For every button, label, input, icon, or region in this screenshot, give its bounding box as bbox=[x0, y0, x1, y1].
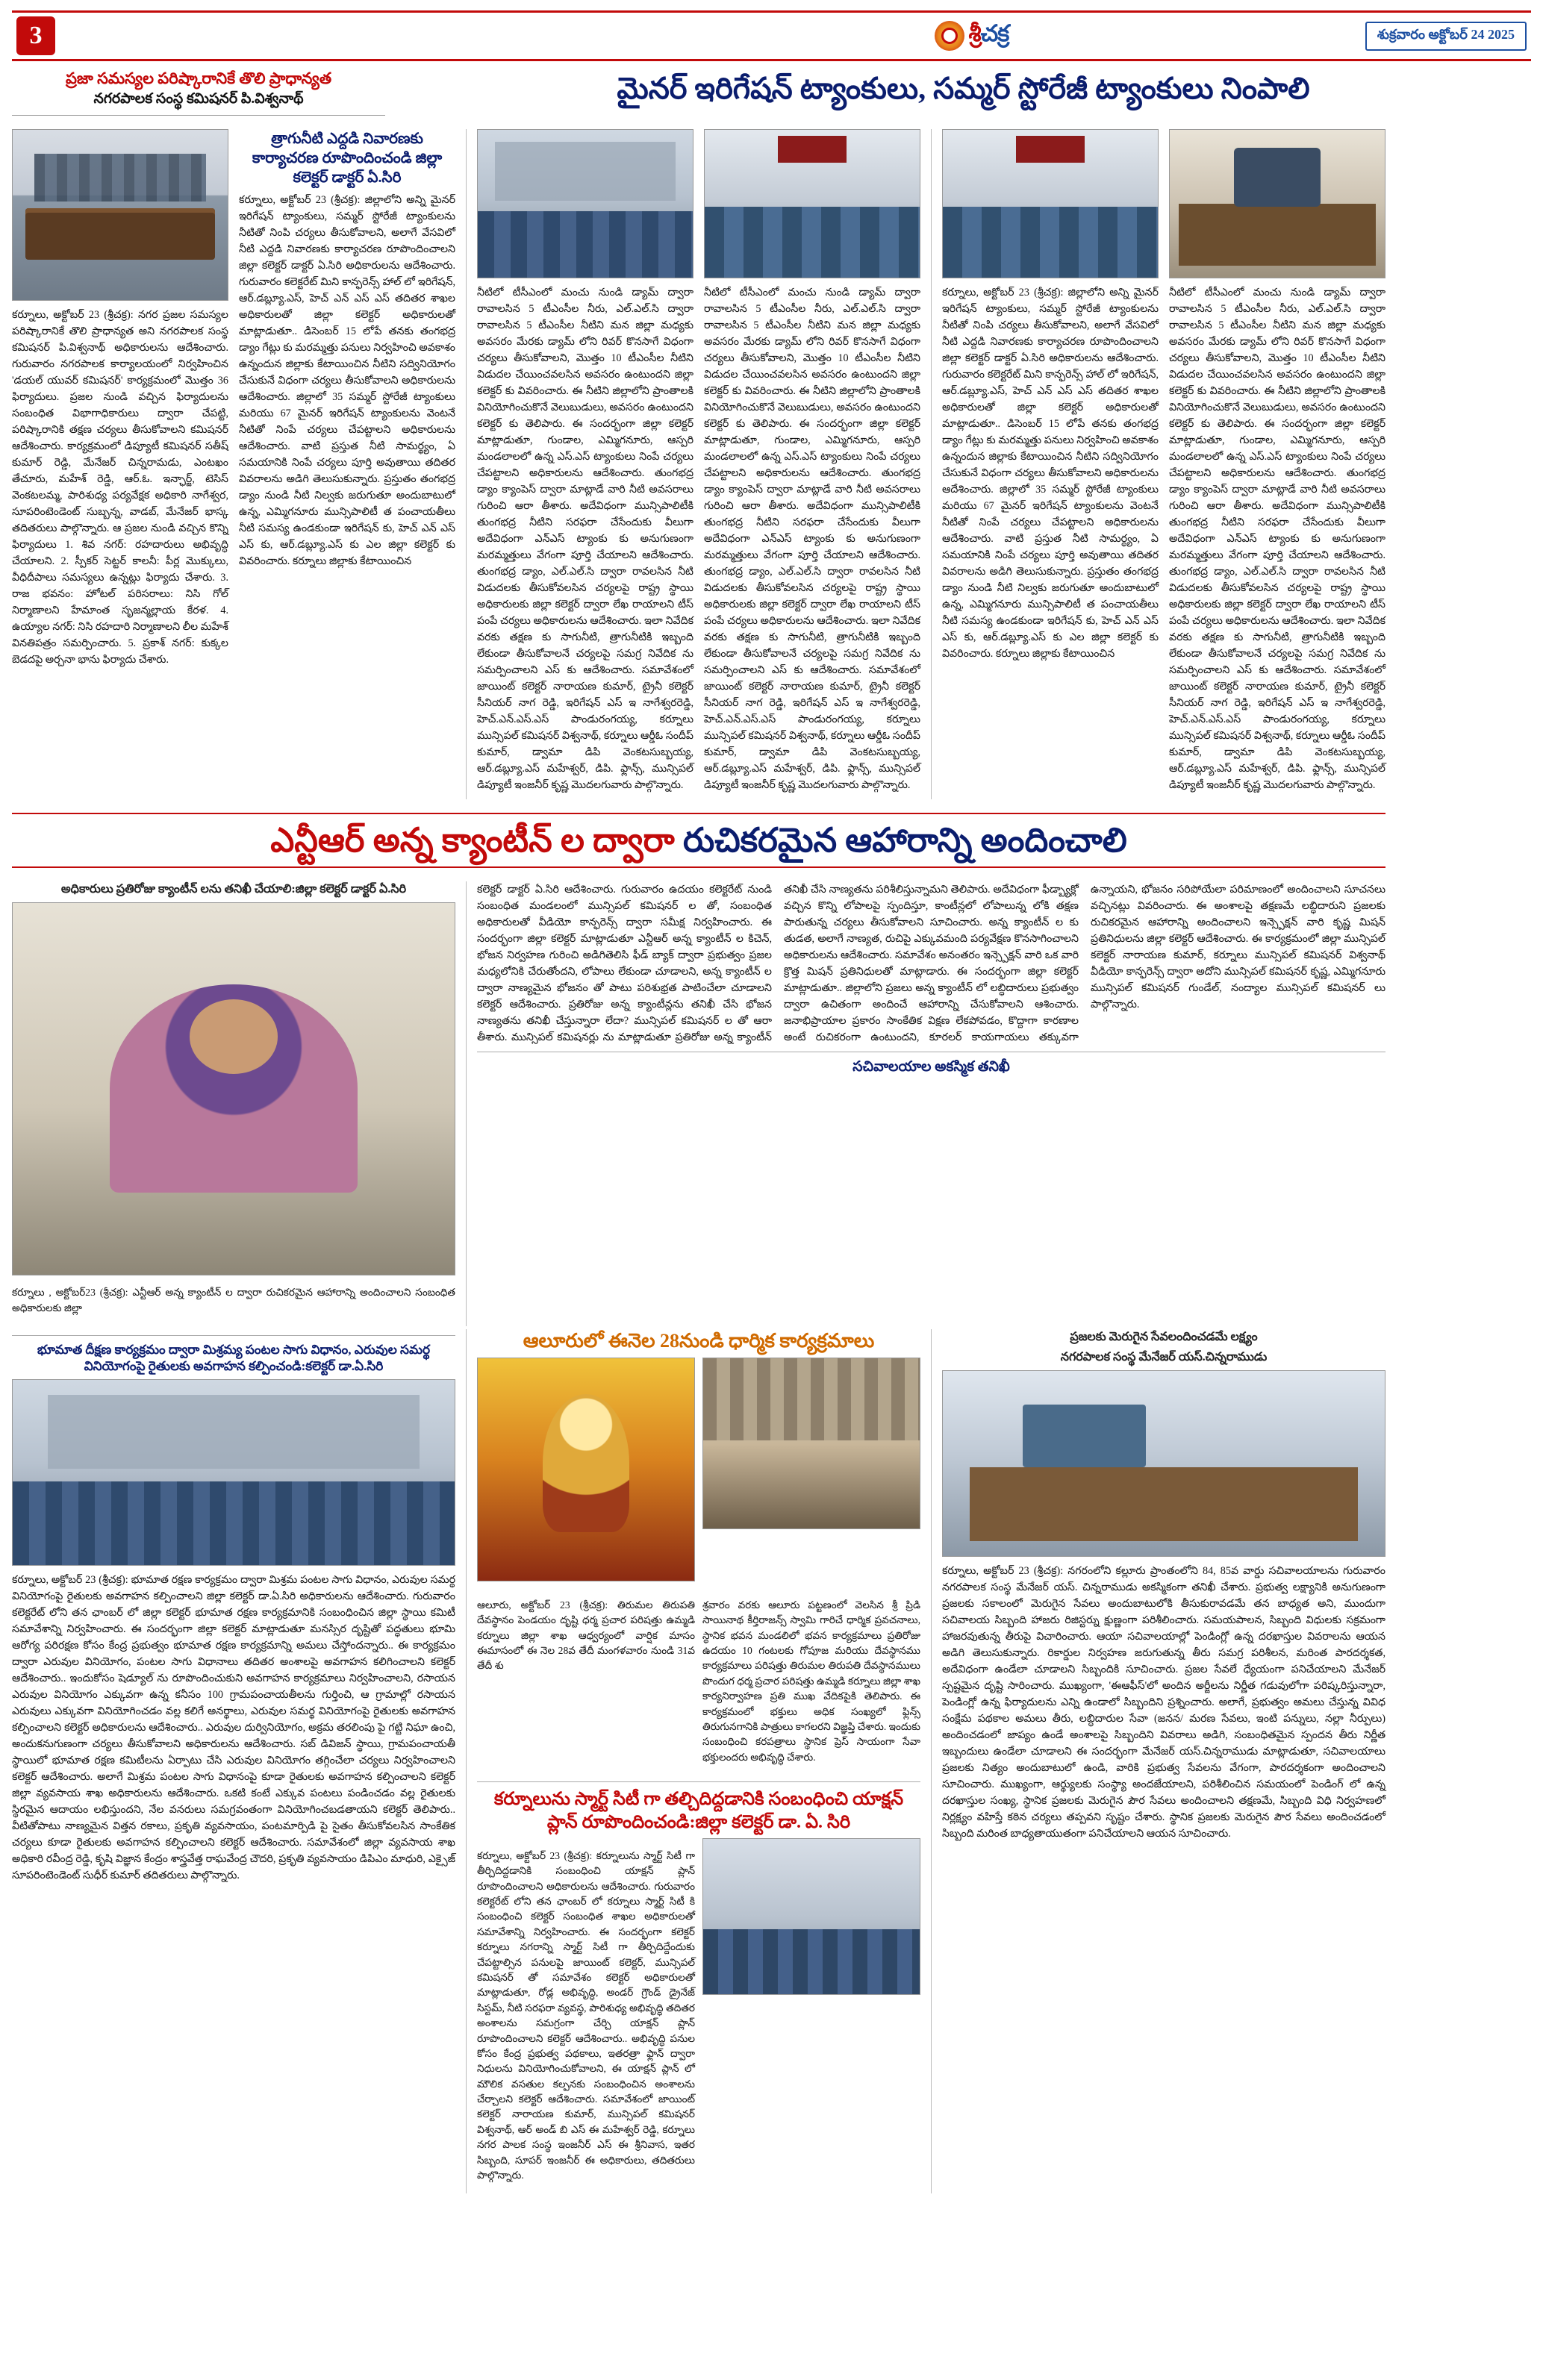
col4-body: నీటిలో టీసీఎంలో మంచు నుండి డ్యామ్ ద్వారా రావాలసిన 5 టీఎంసీల నీరు, ఎల్.ఎల్.సి ద్వారా రావాలసిన 5 టీఎంసీల నీటిని మన జిల్లా మధ్యకు అవసరం మేరకు డ్యామ్ లోని రివర్ కొనసాగే విధంగా చర్యలు తీసుకోవాలని, మొత్తం 10 టీఎంసీల నీటిని విడుదల చేయించవలసిన అవసరం ఉంటుందని జిల్లా కలెక్టర్ కు వివరించారు. ఈ నీటిని జిల్లాలోని ప్రాంతాలకి వినియోగించుకొనే వెలుబుడులు, అవసరం ఉంటుందని కలెక్టర్ కు తెలిపారు. ఈ సందర్భంగా జిల్లా కలెక్టర్ మాట్లాడుతూ, గుండాల, ఎమ్మిగనూరు, ఆస్పరి మండలాలలో ఉన్న ఎస్.ఎస్ ట్యాంకులు నింపే చర్యలు చేపట్టాలని అధికారులను ఆదేశించారు. తుంగభద్ర డ్యాం క్యాంపెస్ ద్వారా మాట్లాడే వారి నీటి అవసరాలు గురించి ఆరా తీశారు. అదేవిధంగా మున్సిపాలిటీకి తుంగభద్ర నీటిని సరఫరా చేసేందుకు వీలుగా అదేవిధంగా ఎన్ఎస్ ట్యాంకు కు అనుగుణంగా మరమ్మత్తులు వేగంగా పూర్తి చేయాలని ఆదేశించారు. తుంగభద్ర డ్యాం, ఎల్.ఎల్.సి ద్వారా రావలసిన నీటి విడుదలకు తీసుకోవలసిన చర్యలపై రాష్ట్ర స్థాయి అధికారులకు జిల్లా కలెక్టర్ ద్వారా లేఖ రాయాలని టీస్ పంపే చర్యలు అధికారులను ఆదేశించారు. ఇలా నివేదిక వరకు తక్షణ కు సాగునీటి, త్రాగునీటికి ఇబ్బంది లేకుండా తీసుకోవాలనే చర్యలపై సమగ్ర నివేదిక ను సమర్పించాలని ఎస్ కు ఆదేశించారు. సమావేశంలో జాయింట్ కలెక్టర్ నారాయణ కుమార్, ట్రైనీ కలెక్టర్ సీనియర్ నాగ రెడ్డి, ఇరిగేషన్ ఎస్ ఇ నాగేశ్వరరెడ్డి, హెచ్.ఎన్.ఎస్.ఎస్ పాండురంగయ్య, కర్నూలు మున్సిపల్ కమిషనర్ విశ్వనాథ్, కర్నూలు ఆర్డీఓ సందీప్ కుమార్, డ్వామా డిపి వెంకటసుబ్బయ్య, ఆర్.డబ్ల్యూ.ఎస్ మహేశ్వర్, డిపి. ఫ్లాన్స్, మున్సిపల్ డిప్యూటీ ఇంజనీర్ కృష్ణ మొదలగువారు పాల్గొన్నారు. bbox=[704, 287, 920, 792]
office-room-photo bbox=[1169, 129, 1385, 278]
secretariat-heading: సచివాలయాల అకస్మిక తనిఖీ bbox=[852, 1059, 1010, 1075]
column-4 bbox=[704, 129, 920, 799]
feature-divider bbox=[466, 881, 467, 1326]
lower-grid bbox=[12, 1329, 1531, 2193]
band-title-part2: రుచికరమైన ఆహారాన్ని అందించాలి bbox=[682, 822, 1127, 860]
col5-body: కర్నూలు, అక్టోబర్ 23 (శ్రీచక్ర): జిల్లాలోని అన్ని మైనర్ ఇరిగేషన్ ట్యాంకులు, సమ్మర్ స్టోరేజీ ట్యాంకులను నీటితో నింపి చర్యలు తీసుకోవాలని, అలాగే వేసవిలో నీటి ఎద్దడి నివారణకు కార్యాచరణ రూపొందించాలని జిల్లా కలెక్టర్ డాక్టర్ ఏ.సిరి అధికారులను ఆదేశించారు. గురువారం కలెక్టరేట్ మిని కాన్ఫరెన్స్ హాల్ లో ఇరిగేషన్, ఆర్.డబ్ల్యూ.ఎస్, హెచ్ ఎన్ ఎస్ ఎస్ తదితర శాఖల అధికారులతో జిల్లా కలెక్టర్ అధికారులతో మాట్లాడుతూ.. డిసెంబర్ 15 లోపే తనకు తంగభద్ర డ్యాం గేట్లు కు మరమ్మత్తు పనులు నిర్వహించి అవకాశం ఉన్నందున జిల్లాకు కేటాయించిన నీటిని సద్వినియోగం చేసుకునే విధంగా చర్యలు తీసుకోవాలని అధికారులను ఆదేశించారు. జిల్లాలో 35 సమ్మర్ స్టోరేజీ ట్యాంకులు మరియు 67 మైనర్ ఇరిగేషన్ ట్యాంకులను వెంటనే నీటితో నింపే చర్యలు చేపట్టాలని అధికారులను ఆదేశించారు. వాటి ప్రస్తుత నీటి సామర్థ్యం, ఏ సమయానికి నింపే చర్యలు పూర్తి అవుతాయి తదితర వివరాలను అడిగి తెలుసుకున్నారు. ప్రస్తుతం తంగభద్ర డ్యాం నుండి నీటి నిల్వకు జరుగుతూ అందుబాటులో ఉన్న, ఎమ్మిగనూరు మున్సిపాలిటీ త పంచాయతీలు నీటి సమస్య ఉండకుండా ఇరిగేషన్ కు, హెచ్ ఎన్ ఎస్ ఎస్ కు, ఆర్.డబ్ల్యూ.ఎస్ కు ఎల జిల్లా కలెక్టర్ కు వివరించారు. కర్నూలు జిల్లాకు కేటాయించిన bbox=[942, 287, 1159, 660]
officials-meeting-photo bbox=[704, 129, 920, 278]
smart-city-meeting-photo bbox=[702, 1838, 920, 1995]
divider-b bbox=[466, 1329, 467, 2193]
smart-city-heading: కర్నూలును స్మార్ట్ సిటీ గా తల్చిదిద్దడానికి సంబంధించి యాక్షన్ ప్లాన్ రూపొందించండి:జిల్లా కలెక్టర్ డా. ఏ. సిరి bbox=[493, 1789, 904, 1832]
feature-right bbox=[477, 881, 1385, 1326]
main-headline: మైనర్ ఇరిగేషన్ ట్యాంకులు, సమ్మర్ స్టోరేజీ ట్యాంకులు నింపాలి bbox=[617, 72, 1310, 105]
divider-d bbox=[931, 1329, 932, 2193]
left-lead-head bbox=[12, 69, 385, 120]
sun-logo-icon bbox=[935, 21, 964, 51]
temple-text-pair bbox=[477, 1587, 920, 1775]
col1-body: కర్నూలు, అక్టోబర్ 23 (శ్రీచక్ర): నగర ప్రజల సమస్యల పరిష్కారానికే తొలి ప్రాధాన్యత అని నగరపాలక సంస్థ కమిషనర్ పి.విశ్వనాథ్ అధికారులను ఆదేశించారు. గురువారం నగరపాలక కార్యాలయంలో నిర్వహించిన 'డయల్ యువర్ కమిషనర్' కార్యక్రమంలో మొత్తం 36 ఫిర్యాదులు. ప్రజల నుండి వచ్చిన ఫిర్యాదులను సంబంధిత విభాగాధికారులు ద్వారా చేపట్టి, పరిష్కారానికి తక్షణ చర్యలు తీసుకోవాలని కమిషనర్ ఆదేశించారు. కార్యక్రమంలో డిప్యూటీ కమిషనర్ సతీష్ కుమార్ రెడ్డి, మేనేజర్ చిన్నరామడు, ఎంటఖం తేచూరు, మహేశ్ రెడ్డి, ఆర్.ఓ. ఇన్ఛార్జ్, టెసిస్ వెంకటలమ్మ, పారిశుధ్య పర్యవేక్షక అధికారి నాగేశ్వర, సూపరింటెండెంట్ సుబ్బన్న, వాడబ్, మేనేజర్ భాస్క తదితరులు పాల్గొన్నారు. ఆ ప్రజల నుండి వచ్చిన కొన్ని ఫిర్యాదులు 1. శివ నగర్: రహదారులు అభివృద్ధి చేయాలని. 2. స్పీకర్ సెట్టర్ కాలనీ: పీర్ల మొక్కులు, వీధిదీపాలు సమస్యలు ఉన్నట్లు ఫిర్యాదు చేశారు. 3. రాజ భవనం: హోటల్ పరిసరాలు: నిసి గోల్ నిర్మాణాలని హేమాంత సృజన్మల్లాయ కేరళ. 4. ఉయ్యాల నగర్: నిసి రహదారి నిర్మాణాలని లీల మహేశ్ వినతిపత్రం సమర్పించారు. 5. ప్రకాశ్ నగర్: కుక్కల బెడదపై అర్చనా భాను ఫిర్యాదు చేశారు. bbox=[12, 309, 228, 666]
farmers-article bbox=[12, 1329, 455, 2193]
column-3 bbox=[477, 129, 693, 799]
band-title-part1: ఎన్టీఆర్ అన్న క్యాంటీన్ ల ద్వారా bbox=[270, 822, 683, 860]
left-lead-sub: నగరపాలక సంస్థ కమిషనర్ పి.విశ్వనాథ్ bbox=[93, 91, 304, 107]
masthead bbox=[12, 10, 1531, 61]
smart-city-body: కర్నూలు, అక్టోబర్ 23 (శ్రీచక్ర): కర్నూలును స్మార్ట్ సిటీ గా తీర్చిదిద్దడానికి సంబంధించి యాక్షన్ ప్లాన్ రూపొందించాలని అధికారులను ఆదేశించారు. గురువారం కలెక్టరేట్ లోని తన ఛాంబర్ లో కర్నూలు స్మార్ట్ సిటీ కి సంబంధించి కలెక్టర్ సంబంధిత శాఖల అధికారులతో సమావేశాన్ని నిర్వహించారు. ఈ సందర్భంగా కలెక్టర్ కర్నూలు నగరాన్ని స్మార్ట్ సిటీ గా తీర్చిదిద్దేందుకు చేపట్టాల్సిన పనులపై జాయింట్ కలెక్టర్, మున్సిపల్ కమిషనర్ తో సమావేశం కలెక్టర్ అధికారులతో మాట్లాడుతూ, రోడ్ల అభివృద్ధి, అండర్ గ్రౌండ్ డ్రైనేజ్ సిస్టమ్, నీటి సరఫరా వ్యవస్థ, పారిశుధ్య అభివృద్ధి తదితర అంశాలను సమగ్రంగా చేర్చి యాక్షన్ ప్లాన్ రూపొందించాలని కలెక్టర్ ఆదేశించారు.. అభివృద్ధి పనుల కోసం కేంద్ర ప్రభుత్వ పథకాలు, ఇతరత్రా ఫ్లాన్ ద్వారా నిధులను వినియోగించుకోవాలని, ఈ యాక్షన్ ప్లాన్ లో మౌలిక వసతుల కల్పనకు సంబంధించిన అంశాలను చేర్చాలని కలెక్టర్ ఆదేశించారు. సమావేశంలో జాయింట్ కలెక్టర్ నారాయణ కుమార్, మున్సిపల్ కమిషనర్ విశ్వనాథ్, ఆర్ అండ్ బి ఎస్ ఈ మహేశ్వర్ రెడ్డి, కర్నూలు నగర పాలక సంస్థ ఇంజనీర్ ఎస్ ఈ శ్రీనివాస, ఇతర సిబ్బంది, సూపర్ ఇంజనీర్ ఈ అధికారులు, తదితరులు పాల్గొన్నారు. bbox=[477, 1849, 695, 2181]
feature-body: కలెక్టర్ డాక్టర్ ఏ.సిరి ఆదేశించారు. గురువారం ఉదయం కలెక్టరేట్ నుండి సంబంధిత మండలంలో మున్సిపల్ కమిషనర్ ల తో, సంబంధిత అధికారులతో వీడియో కాన్ఫరెన్స్ ద్వారా సమీక్ష నిర్వహించారు. ఈ సందర్భంగా జిల్లా కలెక్టర్ మాట్లాడుతూ ఎన్టీఆర్ అన్న క్యాంటీన్ ల కిచెన్, భోజన నిర్వహణ గురించి అడిగితెలిసి ఫీడ్ బ్యాక్ ద్వారా ప్రభుత్వం ప్రజల మధ్యలోనికి చేరుతోందని, లోపాలు లేకుండా చూడాలని, అన్న క్యాంటీన్ ల ద్వారా నాణ్యమైన భోజనం తో పాటు పరిశుభ్రత పాటించేలా చూడాలని కలెక్టర్ ఆదేశించారు. ప్రతిరోజు అన్న క్యాంటీన్లను తనిఖీ చేసి భోజన నాణ్యతను తనిఖీ చేస్తున్నారా లేదా? మున్సిపల్ కమిషనర్ ల తో ఆరా తీశారు. మున్సిపల్ కమిషనర్లు ను మాట్లాడుతూ ప్రతిరోజు అన్న క్యాంటీన్ తనిఖీ చేసి నాణ్యతను పరిశీలిస్తున్నామని తెలిపారు. అదేవిధంగా ఫీడ్బ్యాక్లో వచ్చిన కొన్ని లోపాలపై స్పందిస్తూ, కాంటీన్లలో లోపాలున్న లోకి తక్షణ పారుతున్న చర్యలు తీసుకోవాలని సూచించారు. అన్న క్యాంటీన్ ల కు తుడత, అలాగే నాణ్యత, రుచిపై ఎక్కువమంది పర్యవేక్షణ కొనసాగించాలని అధికారులను ఆదేశించారు. సమావేశం అనంతరం ఇన్స్పెక్షన్ వారి ఒక వారి క్రొత్త మిషన్ ప్రతినిధులతో మాట్లాడారు. ఈ సందర్భంగా జిల్లా కలెక్టర్ మాట్లాడుతూ.. జిల్లాలోని ప్రజలు అన్న క్యాంటీన్ లో లబ్ధిదారులు ప్రభుత్వం ద్వారా ఉచితంగా అందించే ఆహారాన్ని చేసుకోవాలని ఆశించారు. జనాభిప్రాయాల ప్రకారం సాంకేతిక విక్షణ లేకపోవడం, కొద్దాగా కారణాల అంటే రుచికరంగా ఉంటుందని, కూరలర్ కాయగాయలు తక్కువగా ఉన్నాయని, భోజనం సరిపోయేలా పరిమాణంలో అందించాలని సూచనలు వచ్చినట్లు వివరించారు. ఈ అంశాలపై తక్షణమే లబ్ధిదారుని ప్రజలకు రుచికరమైన ఆహారాన్ని అందించాలని ఇన్స్పెక్షన్ వారి కృష్ణ మిషన్ ప్రతినిధులను జిల్లా కలెక్టర్ ఆదేశించారు. ఈ కార్యక్రమంలో జిల్లా మున్సిపల్ కలెక్టర్ నారాయణ కుమార్, కర్నూలు మున్సిపల్ కమిషనర్ విశ్వనాథ్ వీడియో కాన్ఫరెన్స్ ద్వారా అదోని మున్సిపల్ కమిషనర్ కృష్ణ, ఎమ్మిగనూరు మున్సిపల్ కమిషనర్ గుండేల్, నంద్యాల మున్సిపల్ కమిషనర్ లు పాల్గొన్నారు. bbox=[477, 884, 1385, 1044]
temple-procession-photo bbox=[702, 1358, 920, 1529]
col3-body: నీటిలో టీసీఎంలో మంచు నుండి డ్యామ్ ద్వారా రావాలసిన 5 టీఎంసీల నీరు, ఎల్.ఎల్.సి ద్వారా రావాలసిన 5 టీఎంసీల నీటిని మన జిల్లా మధ్యకు అవసరం మేరకు డ్యామ్ లోని రివర్ కొనసాగే విధంగా చర్యలు తీసుకోవాలని, మొత్తం 10 టీఎంసీల నీటిని విడుదల చేయించవలసిన అవసరం ఉంటుందని జిల్లా కలెక్టర్ కు వివరించారు. ఈ నీటిని జిల్లాలోని ప్రాంతాలకి వినియోగించుకొనే వెలుబుడులు, అవసరం ఉంటుందని కలెక్టర్ కు తెలిపారు. ఈ సందర్భంగా జిల్లా కలెక్టర్ మాట్లాడుతూ, గుండాల, ఎమ్మిగనూరు, ఆస్పరి మండలాలలో ఉన్న ఎస్.ఎస్ ట్యాంకులు నింపే చర్యలు చేపట్టాలని అధికారులను ఆదేశించారు. తుంగభద్ర డ్యాం క్యాంపెస్ ద్వారా మాట్లాడే వారి నీటి అవసరాలు గురించి ఆరా తీశారు. అదేవిధంగా మున్సిపాలిటీకి తుంగభద్ర నీటిని సరఫరా చేసేందుకు వీలుగా అదేవిధంగా ఎన్ఎస్ ట్యాంకు కు అనుగుణంగా మరమ్మత్తులు వేగంగా పూర్తి చేయాలని ఆదేశించారు. తుంగభద్ర డ్యాం, ఎల్.ఎల్.సి ద్వారా రావలసిన నీటి విడుదలకు తీసుకోవలసిన చర్యలపై రాష్ట్ర స్థాయి అధికారులకు జిల్లా కలెక్టర్ ద్వారా లేఖ రాయాలని టీస్ పంపే చర్యలు అధికారులను ఆదేశించారు. ఇలా నివేదిక వరకు తక్షణ కు సాగునీటి, త్రాగునీటికి ఇబ్బంది లేకుండా తీసుకోవాలనే చర్యలపై సమగ్ర నివేదిక ను సమర్పించాలని ఎస్ కు ఆదేశించారు. సమావేశంలో జాయింట్ కలెక్టర్ నారాయణ కుమార్, ట్రైనీ కలెక్టర్ సీనియర్ నాగ రెడ్డి, ఇరిగేషన్ ఎస్ ఇ నాగేశ్వరరెడ్డి, హెచ్.ఎన్.ఎస్.ఎస్ పాండురంగయ్య, కర్నూలు మున్సిపల్ కమిషనర్ విశ్వనాథ్, కర్నూలు ఆర్డీఓ సందీప్ కుమార్, డ్వామా డిపి వెంకటసుబ్బయ్య, ఆర్.డబ్ల్యూ.ఎస్ మహేశ్వర్, డిపి. ఫ్లాన్స్, మున్సిపల్ డిప్యూటీ ఇంజనీర్ కృష్ణ మొదలగువారు పాల్గొన్నారు. bbox=[477, 287, 693, 792]
col6-body: నీటిలో టీసీఎంలో మంచు నుండి డ్యామ్ ద్వారా రావాలసిన 5 టీఎంసీల నీరు, ఎల్.ఎల్.సి ద్వారా రావాలసిన 5 టీఎంసీల నీటిని మన జిల్లా మధ్యకు అవసరం మేరకు డ్యామ్ లోని రివర్ కొనసాగే విధంగా చర్యలు తీసుకోవాలని, మొత్తం 10 టీఎంసీల నీటిని విడుదల చేయించవలసిన అవసరం ఉంటుందని జిల్లా కలెక్టర్ కు వివరించారు. ఈ నీటిని జిల్లాలోని ప్రాంతాలకి వినియోగించుకొనే వెలుబుడులు, అవసరం ఉంటుందని కలెక్టర్ కు తెలిపారు. ఈ సందర్భంగా జిల్లా కలెక్టర్ మాట్లాడుతూ, గుండాల, ఎమ్మిగనూరు, ఆస్పరి మండలాలలో ఉన్న ఎస్.ఎస్ ట్యాంకులు నింపే చర్యలు చేపట్టాలని అధికారులను ఆదేశించారు. తుంగభద్ర డ్యాం క్యాంపెస్ ద్వారా మాట్లాడే వారి నీటి అవసరాలు గురించి ఆరా తీశారు. అదేవిధంగా మున్సిపాలిటీకి తుంగభద్ర నీటిని సరఫరా చేసేందుకు వీలుగా అదేవిధంగా ఎన్ఎస్ ట్యాంకు కు అనుగుణంగా మరమ్మత్తులు వేగంగా పూర్తి చేయాలని ఆదేశించారు. తుంగభద్ర డ్యాం, ఎల్.ఎల్.సి ద్వారా రావలసిన నీటి విడుదలకు తీసుకోవలసిన చర్యలపై రాష్ట్ర స్థాయి అధికారులకు జిల్లా కలెక్టర్ ద్వారా లేఖ రాయాలని టీస్ పంపే చర్యలు అధికారులను ఆదేశించారు. ఇలా నివేదిక వరకు తక్షణ కు సాగునీటి, త్రాగునీటికి ఇబ్బంది లేకుండా తీసుకోవాలనే చర్యలపై సమగ్ర నివేదిక ను సమర్పించాలని ఎస్ కు ఆదేశించారు. సమావేశంలో జాయింట్ కలెక్టర్ నారాయణ కుమార్, ట్రైనీ కలెక్టర్ సీనియర్ నాగ రెడ్డి, ఇరిగేషన్ ఎస్ ఇ నాగేశ్వరరెడ్డి, హెచ్.ఎన్.ఎస్.ఎస్ పాండురంగయ్య, కర్నూలు మున్సిపల్ కమిషనర్ విశ్వనాథ్, కర్నూలు ఆర్డీఓ సందీప్ కుమార్, డ్వామా డిపి వెంకటసుబ్బయ్య, ఆర్.డబ్ల్యూ.ఎస్ మహేశ్వర్, డిపి. ఫ్లాన్స్, మున్సిపల్ డిప్యూటీ ఇంజనీర్ కృష్ణ మొదలగువారు పాల్గొన్నారు. bbox=[1169, 287, 1385, 792]
divider bbox=[12, 115, 385, 116]
band-title bbox=[12, 820, 1385, 861]
smart-city-block bbox=[477, 1838, 920, 2193]
collectorate-conference-photo bbox=[477, 129, 693, 278]
secretariat-sub1: ప్రజలకు మెరుగైన సేవలందించడమే లక్ష్యం bbox=[1070, 1330, 1258, 1343]
left-lead-kicker: ప్రజా సమస్యల పరిష్కారానికే తొలి ప్రాధాన్యత bbox=[65, 69, 332, 87]
logo-text: శ్రీచక్ర bbox=[968, 19, 1009, 46]
temple-caption: ఆలూరు, అక్టోబర్ 23 (శ్రీచక్ర): తిరుమల తిరుపతి దేవస్థానం పెండయం దృష్టి ధర్మ ప్రచార పరిషత్తు ఉమ్మడి కర్నూలు జిల్లా శాఖ ఆధ్వర్యంలో వార్షిక మాసం ఈమాసంలో ఈ నెల 28వ తేదీ మంగళవారం నుండి 31వ తేదీ శు bbox=[477, 1599, 695, 1672]
temple-photo-pair bbox=[477, 1358, 920, 1587]
farmers-awareness-meeting-photo bbox=[12, 1379, 455, 1566]
col2-body: కర్నూలు, అక్టోబర్ 23 (శ్రీచక్ర): జిల్లాలోని అన్ని మైనర్ ఇరిగేషన్ ట్యాంకులు, సమ్మర్ స్టోరేజీ ట్యాంకులను నీటితో నింపి చర్యలు తీసుకోవాలని, అలాగే వేసవిలో నీటి ఎద్దడి నివారణకు కార్యాచరణ రూపొందించాలని జిల్లా కలెక్టర్ డాక్టర్ ఏ.సిరి అధికారులను ఆదేశించారు. గురువారం కలెక్టరేట్ మిని కాన్ఫరెన్స్ హాల్ లో ఇరిగేషన్, ఆర్.డబ్ల్యూ.ఎస్, హెచ్ ఎన్ ఎస్ ఎస్ తదితర శాఖల అధికారులతో జిల్లా కలెక్టర్ అధికారులతో మాట్లాడుతూ.. డిసెంబర్ 15 లోపే తనకు తంగభద్ర డ్యాం గేట్లు కు మరమ్మత్తు పనులు నిర్వహించి అవకాశం ఉన్నందున జిల్లాకు కేటాయించిన నీటిని సద్వినియోగం చేసుకునే విధంగా చర్యలు తీసుకోవాలని అధికారులను ఆదేశించారు. జిల్లాలో 35 సమ్మర్ స్టోరేజీ ట్యాంకులు మరియు 67 మైనర్ ఇరిగేషన్ ట్యాంకులను వెంటనే నీటితో నింపే చర్యలు చేపట్టాలని అధికారులను ఆదేశించారు. వాటి ప్రస్తుత నీటి సామర్థ్యం, ఏ సమయానికి నింపే చర్యలు పూర్తి అవుతాయి తదితర వివరాలను అడిగి తెలుసుకున్నారు. ప్రస్తుతం తంగభద్ర డ్యాం నుండి నీటి నిల్వకు జరుగుతూ అందుబాటులో ఉన్న, ఎమ్మిగనూరు మున్సిపాలిటీ త పంచాయతీలు నీటి సమస్య ఉండకుండా ఇరిగేషన్ కు, హెచ్ ఎన్ ఎస్ ఎస్ కు, ఆర్.డబ్ల్యూ.ఎస్ కు ఎల జిల్లా కలెక్టర్ కు వివరించారు. కర్నూలు జిల్లాకు కేటాయించిన bbox=[239, 194, 455, 568]
feature-subhead: అధికారులు ప్రతిరోజు క్యాంటీన్ లను తనిఖీ చేయాలి:జిల్లా కలెక్టర్ డాక్టర్ ఏ.సిరి bbox=[60, 883, 407, 896]
temple-body: శ్రవారం వరకు ఆలూరు పట్టణంలో వెలసిన శ్రీ ప్రిడి సాయినాథ కీర్తిరాజన్స్ స్వామి గారిచే ధార్మిక ప్రవచనాలు, స్థానిక భవన మండలిలో భవన కార్యక్రమాలు ప్రతిరోజు ఉదయం 10 గంటలకు గోపూజ మరియు దేవస్థానము కార్యక్రమాలు పరిషత్తు తిరుమల తిరుపతి దేవస్థానములు పొందుగ ధర్మ ప్రచార పరిషత్తు ఉమ్మడి కర్నూలు జిల్లా శాఖ కార్యనిర్వాహణ ప్రతి ముఖ వేదికపైకి తెలిపారు. ఈ కార్యక్రమంలో భక్తులు అధిక సంఖ్యలో ఫ్లిన్స్ తిరుగునగానికి పాత్రులు కాగలరని విజ్ఞప్తి చేశారు. ఇందుకు సంబంధించి కరపత్రాలు స్థానిక ప్రెస్ సాయంగా సేవా భక్తులందరు అభివృద్ధి చేశారు. bbox=[702, 1599, 920, 1763]
divider-c bbox=[477, 1781, 920, 1782]
secretariat-body: కర్నూలు, అక్టోబర్ 23 (శ్రీచక్ర): నగరంలోని కల్లూరు ప్రాంతంలోని 84, 85వ వార్డు సచివాలయాలను గురువారం నగరపాలక సంస్థ మేనేజర్ యస్. చిన్నరాముడు అకస్మికంగా తనిఖీ చేశారు. ప్రభుత్వ లక్ష్యానికి అనుగుణంగా ప్రజలకు సకాలంలో మెరుగైన సేవలు అందుబాటులోకి తీసుకురావడమే తన బాధ్యత అని, ముందుగా సచివాలయ సిబ్బంది హాజరు రిజిస్టర్ను క్షుణ్ణంగా పరిశీలించారు. సమయపాలన, సిబ్బంది విధులకు సక్రమంగా హాజరవుతున్న తీరుపై విచారించారు. ఆయా సచివాలయాల్లో పెండింగ్లో ఉన్న దరఖాస్తుల వివరాలను ఆయన అడిగి తెలుసుకున్నారు. రికార్డుల నిర్వహణ జరుగుతున్న తీరు సమగ్ర పరిశీలన, మరింత పారదర్శకత, అదేవిధంగా ఉండేలా చూడాలని సిబ్బందికి సూచించారు. ప్రజల సేవలే ధ్యేయంగా పనిచేయాలని మేనేజర్ స్పష్టమైన దృష్టి సారించారు. ముఖ్యంగా, 'ఈఆఫీస్'లో అందిన అర్జీలను నిర్ణీత గడువులోగా పరిష్కరిస్తున్నారా, పెండింగ్లో ఉన్న ఫిర్యాదులను ఎన్ని ఉండాలో సిబ్బందిని ప్రశ్నించారు. అలాగే, ప్రభుత్వం అమలు చేస్తున్న వివిధ సంక్షేమ పథకాల అమలు తీరు, లబ్ధిదారుల సేవా (జనన/ మరణ సేవలు, ఇంటి పన్నులు, నల్లా నీర్పులు) అందించడంలో జాప్యం ఉండే అంశాలపై సిబ్బందిని వివరాలు అడిగి, సంబంధితమైన స్పందన తీరు నిర్ణీత ఇబ్బందులు ఉండేలా చూడాలని ఈ సందర్భంగా మేనేజర్ యస్.చిన్నరాముడు మాట్లాడుతూ, సచివాలయాలు ప్రజలకు నిత్యం అందుబాటులో ఉండి, వారికి ప్రభుత్వ సేవలను వేగంగా, పారదర్శకంగా అందించాలని సూచించారు. ముఖ్యంగా, ఆర్థ్యులకు సంస్థ్యా అందజేయాలని, పరిశీలించిన సమయంలో పెండింగ్ లో ఉన్న దరఖాస్తుల సంఖ్య, స్థానిక ప్రజలకు మెరుగైన పౌర సేవలు అందించాలని తక్షణమే, సిబ్బంది విధి నిర్వహణలో నిర్లక్ష్యం వహిస్తే కఠిన చర్యలు తప్పవని సృష్టం చేశారు. స్థానిక ప్రజలకు మెరుగైన పౌర సేవలు అందించడంలో సిబ్బంది మరింత బాధ్యతాయుతంగా పనిచేయాలని ఆయన సూచించారు. bbox=[942, 1565, 1385, 1840]
feature-left bbox=[12, 881, 455, 1326]
column-6 bbox=[1169, 129, 1385, 799]
temple-article bbox=[477, 1329, 920, 2193]
district-collector-portrait-photo bbox=[12, 902, 455, 1275]
top-headline-row bbox=[12, 69, 1531, 120]
farmers-body: కర్నూలు, అక్టోబర్ 23 (శ్రీచక్ర): భూమాత రక్షణ కార్యక్రమం ద్వారా మిశ్రమ పంటల సాగు విధానం, ఎరువుల సమర్థ వినియోగంపై రైతులకు అవగాహన కల్పించాలని జిల్లా కలెక్టర్ డా.ఏ.సిరి అధికారులను ఆదేశించారు. గురువారం కలెక్టరేట్ లోని తన ఛాంబర్ లో జిల్లా కలెక్టర్ భూమాత రక్షణ కార్యక్రమానికి సంబంధించిన జిల్లా స్థాయి కమిటీ సమావేశాన్ని నిర్వహించారు. ఈ సందర్భంగా జిల్లా కలెక్టర్ మాట్లాడుతూ మనస్సిర దృష్టితో పద్ధతులు భూమి ఆరోగ్య పరిరక్షణ కోసం కేంద్ర ప్రభుత్వం భూమాత రక్షణ కార్యక్రమాన్ని అమలు చేస్తోందన్నారు.. ఈ కార్యక్రమం ద్వారా ఎరువుల వినియోగం, పంటల సాగు విధానాలు తదితర అంశాలపై అవగాహన కలిగించాలని కలెక్టర్ ఆదేశించారు.. ఇందుకోసం షెడ్యూల్ ను రూపొందించుకుని అవగాహన కార్యక్రమాలు నిర్వహించాలని, రసాయన ఎరువుల వినియోగం ఎక్కువగా ఉన్న కనీసం 100 గ్రామపంచాయతీలను గుర్తించి, ఆ గ్రామాల్లో రసాయన ఎరువులు ఎక్కువగా వినియోగించడం వల్ల కలిగే అనర్థాలు, ఎరువుల సమర్థ వినియోగంపై రైతులకు అవగాహన కల్పించాలని కలెక్టర్ అధికారులను ఆదేశించారు.. ఎరువుల దుర్వినియోగం, అక్రమ తరలింపు పై గట్టి నిఘా ఉంచి, అందుకనుగుణంగా చర్యలు తీసుకోవాలని అధికారులను ఆదేశించారు. సబ్ డివిజన్ స్థాయి, గ్రామపంచాయతీ స్థాయిలో భూమాత రక్షణ కమిటీలను ఏర్పాటు చేసి ఎరువుల వినియోగం తగ్గించేలా చర్యలు నిర్వహించాలని కలెక్టర్ ఆదేశించారు. అలాగే మిశ్రమ పంటల సాగు విధానంపై కూడా రైతులకు అవగాహన కల్పించాలని కలెక్టర్ జిల్లా వ్యవసాయ శాఖ అధికారులను ఆదేశించారు. ఒకటి కంటే ఎక్కువ పంటలు పండించడం వల్ల రైతులకు స్థిరమైన ఆదాయం లభిస్తుందని, నేల వనరులు సమగ్రవంతంగా వినియోగించబడతాయని కలెక్టర్ తెలిపారు.. వీటితోపాటు నాణ్యమైన విత్తన రకాలు, ప్రకృతి వ్యవసాయం, పంటమార్పిడి పై సైతం తీసుకోవలసిన సాంకేతిక చర్యలు కూడా రైతులకు అవగాహన కల్పించాలని కలెక్టర్ ఆదేశించారు. సమావేశంలో జిల్లా వ్యవసాయ శాఖ అధికారి రవీంద్ర రెడ్డి, కృషి విజ్ఞాన కేంద్రం శాస్త్రవేత్త రాఘవేంద్ర చౌదరి, ప్రకృతి వ్యవసాయం డిపిఎం మాధురి, ఎక్సైజ్ సూపరింటెండెంట్ సుధీర్ కుమార్ తదితరులు పాల్గొన్నారు. bbox=[12, 1574, 455, 1881]
temple-heading: ఆలూరులో ఈనెల 28నుండి ధార్మిక కార్యక్రమాలు bbox=[523, 1329, 875, 1352]
wide-meeting-photo bbox=[942, 129, 1159, 278]
column-divider bbox=[466, 129, 467, 799]
secretariat-sub2: నగరపాలక సంస్థ మేనేజర్ యస్.చిన్నరాముడు bbox=[1060, 1351, 1268, 1364]
col2-heading: త్రాగునీటి ఎద్దడి నివారణకు కార్యాచరణ రూపొందించండి జిల్లా కలెక్టర్ డాక్టర్ ఏ.సిరి bbox=[252, 131, 443, 187]
column-divider-2 bbox=[931, 129, 932, 799]
article-grid bbox=[12, 129, 1531, 881]
temple-deity-photo bbox=[477, 1358, 695, 1581]
column-2 bbox=[239, 129, 455, 799]
feature-band bbox=[12, 807, 1385, 874]
newspaper-logo bbox=[935, 20, 1009, 52]
column-5 bbox=[942, 129, 1159, 799]
secretariat-article bbox=[942, 1329, 1385, 2193]
column-1 bbox=[12, 129, 228, 799]
band-rule-top bbox=[12, 813, 1385, 814]
band-rule-bottom bbox=[12, 866, 1385, 868]
secretariat-inspection-photo bbox=[942, 1370, 1385, 1557]
municipal-commissioner-meeting-photo bbox=[12, 129, 228, 301]
dateline: శుక్రవారం అక్టోబర్ 24 2025 bbox=[1365, 22, 1527, 51]
farmers-heading: భూమాత దీక్షణ కార్యక్రమం ద్వారా మిశ్రమ్య పంటల సాగు విధానం, ఎరువుల సమర్థ వినియోగంపై రైతులకు అవగాహన కల్పించండి:కలెక్టర్ డా.ఏ.సిరి bbox=[37, 1342, 431, 1373]
feature-row bbox=[12, 881, 1531, 1326]
divider-a bbox=[12, 1335, 455, 1336]
feature-caption: కర్నూలు , అక్టోబర్23 (శ్రీచక్ర): ఎన్టీఆర్ అన్న క్యాంటీన్ ల ద్వారా రుచికరమైన ఆహారాన్ని అందించాలని సంబంధిత అధికారులకు జిల్లా bbox=[12, 1287, 455, 1314]
page-number-badge: 3 bbox=[16, 16, 55, 55]
